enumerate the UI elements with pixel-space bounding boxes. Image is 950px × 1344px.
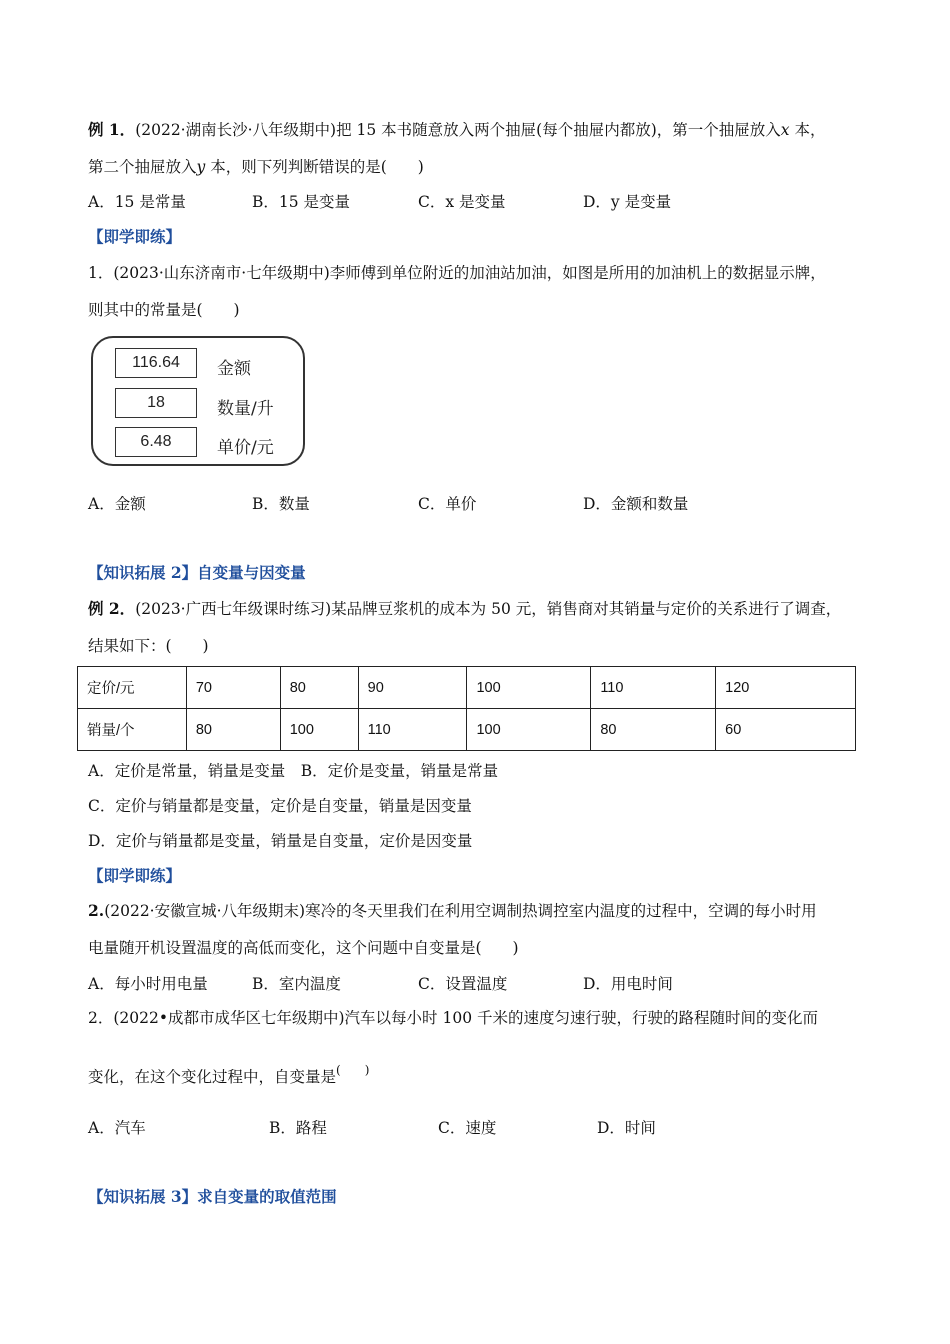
practice-2-option-c: C．设置温度	[418, 975, 508, 993]
practice-1-option-c: C．单价	[418, 495, 477, 513]
table-cell: 定价/元	[78, 667, 187, 709]
table-cell: 80	[280, 667, 358, 709]
example-1-option-c: C．x 是变量	[418, 193, 506, 211]
example-2-options-ab: A．定价是常量，销量是变量 B．定价是变量，销量是常量	[88, 762, 499, 780]
practice-3-option-c: C．速度	[438, 1119, 497, 1137]
table-cell: 70	[186, 667, 280, 709]
practice-1-question-line-2: 则其中的常量是( )	[88, 301, 240, 319]
practice-1-question-line-1: 1．(2023·山东济南市·七年级期中)李师傅到单位附近的加油站加油，如图是所用的加油机上的数据显示牌，	[88, 264, 826, 282]
table-cell: 120	[716, 667, 856, 709]
unit-price-value: 6.48	[115, 427, 197, 457]
section-3-heading: 【知识拓展 3】求自变量的取值范围	[88, 1187, 337, 1206]
practice-3-option-a: A．汽车	[88, 1119, 146, 1137]
price-sales-table	[77, 666, 856, 751]
table-cell: 100	[467, 709, 591, 751]
example-1-line-2a: 第二个抽屉放入	[88, 158, 197, 176]
table-cell: 90	[358, 667, 467, 709]
table-cell: 100	[467, 667, 591, 709]
example-2-option-c: C．定价与销量都是变量，定价是自变量，销量是因变量	[88, 797, 472, 815]
var-x: x	[780, 121, 790, 139]
example-2-line-2: 结果如下：( )	[88, 637, 209, 655]
table-row	[78, 667, 856, 709]
practice-3-option-b: B．路程	[269, 1119, 327, 1137]
example-2-label: 例 2．	[88, 599, 136, 618]
answer-parentheses: ( )	[336, 1063, 370, 1077]
practice-2-question-line-1	[88, 899, 817, 921]
practice-2-question-line-2: 电量随开机设置温度的高低而变化，这个问题中自变量是( )	[88, 939, 519, 957]
example-1-line-2b: 本，则下列判断错误的是( )	[205, 158, 424, 176]
practice-heading-1: 【即学即练】	[88, 227, 182, 246]
practice-heading-2: 【即学即练】	[88, 866, 182, 885]
table-cell: 销量/个	[78, 709, 187, 751]
quantity-value: 18	[115, 388, 197, 418]
practice-2-label: 2.	[88, 901, 105, 920]
table-cell: 80	[591, 709, 716, 751]
example-1-label: 例 1．	[88, 120, 136, 139]
practice-3-question-line-2	[88, 1061, 369, 1087]
gas-pump-display	[91, 336, 305, 466]
practice-2-text: (2022·安徽宣城·八年级期末)寒冷的冬天里我们在利用空调制热调控室内温度的过程中，空调的每小时用	[104, 902, 817, 920]
var-y: y	[196, 158, 206, 176]
example-2-option-d: D．定价与销量都是变量，销量是自变量，定价是因变量	[88, 832, 473, 850]
table-cell: 80	[186, 709, 280, 751]
table-cell: 110	[358, 709, 467, 751]
table-cell: 100	[280, 709, 358, 751]
example-1-text: (2022·湖南长沙·八年级期中)把 15 本书随意放入两个抽屉(每个抽屉内都放)，第一个抽屉放入	[135, 121, 781, 139]
section-2-heading: 【知识拓展 2】自变量与因变量	[88, 563, 306, 582]
practice-2-option-a: A．每小时用电量	[88, 975, 208, 993]
practice-2-option-d: D．用电时间	[583, 975, 673, 993]
example-1-option-b: B．15 是变量	[252, 193, 351, 211]
unit-price-label: 单价/元	[217, 438, 274, 458]
amount-label: 金额	[217, 359, 251, 379]
example-2-line-1	[88, 597, 841, 619]
example-1-option-a: A．15 是常量	[88, 193, 186, 211]
practice-3-question-line-1: 2．(2022•成都市成华区七年级期中)汽车以每小时 100 千米的速度匀速行驶，行驶的路程随时间的变化而	[88, 1009, 818, 1027]
amount-value: 116.64	[115, 348, 197, 378]
example-1-line-2	[88, 155, 424, 177]
table-row	[78, 709, 856, 751]
practice-1-option-b: B．数量	[252, 495, 310, 513]
practice-3-option-d: D．时间	[597, 1119, 656, 1137]
practice-1-option-d: D．金额和数量	[583, 495, 689, 513]
example-1-line-1	[88, 118, 825, 140]
example-1-text-end: 本，	[789, 121, 826, 139]
table-cell: 110	[591, 667, 716, 709]
practice-3-text: 变化，在这个变化过程中，自变量是	[88, 1068, 337, 1086]
quantity-label: 数量/升	[217, 399, 274, 419]
example-2-text: (2023·广西七年级课时练习)某品牌豆浆机的成本为 50 元，销售商对其销量与定价的关系进行了调查，	[135, 600, 842, 618]
practice-1-option-a: A．金额	[88, 495, 146, 513]
practice-2-option-b: B．室内温度	[252, 975, 341, 993]
example-1-option-d: D．y 是变量	[583, 193, 672, 211]
table-cell: 60	[716, 709, 856, 751]
